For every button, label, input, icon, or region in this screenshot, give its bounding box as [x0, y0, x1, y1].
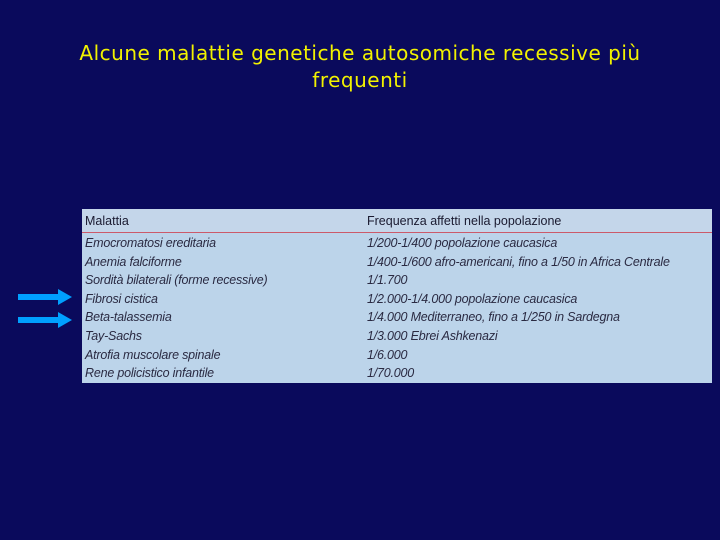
disease-frequency: 1/1.700 — [367, 273, 408, 288]
table-row — [82, 328, 712, 347]
column-header-frequenza: Frequenza affetti nella popolazione — [367, 214, 562, 228]
table-row — [82, 309, 712, 328]
table-row — [82, 365, 712, 383]
table-header — [82, 209, 712, 233]
table-row — [82, 291, 712, 310]
disease-frequency-table — [82, 209, 712, 383]
disease-name: Beta-talassemia — [85, 310, 172, 325]
column-header-malattia: Malattia — [85, 214, 129, 228]
disease-frequency: 1/200-1/400 popolazione caucasica — [367, 236, 558, 250]
disease-frequency: 1/4.000 Mediterraneo, fino a 1/250 in Sardegna — [367, 310, 620, 325]
disease-name: Fibrosi cistica — [85, 291, 158, 306]
disease-name: Rene policistico infantile — [85, 366, 214, 381]
table-body — [82, 235, 712, 383]
arrow-icon — [18, 312, 72, 328]
table-row — [82, 347, 712, 366]
arrow-icon — [18, 289, 72, 305]
disease-frequency: 1/400-1/600 afro-americani, fino a 1/50 in Africa Centrale — [367, 254, 670, 269]
disease-frequency: 1/6.000 — [367, 347, 408, 362]
table-row — [82, 254, 712, 273]
table-row — [82, 235, 712, 254]
disease-frequency: 1/2.000-1/4.000 popolazione caucasica — [367, 291, 578, 306]
disease-name: Atrofia muscolare spinale — [85, 347, 221, 362]
disease-name: Sordità bilaterali (forme recessive) — [85, 273, 268, 288]
disease-name: Emocromatosi ereditaria — [85, 236, 216, 250]
slide-title — [0, 40, 720, 94]
disease-frequency: 1/70.000 — [367, 366, 415, 381]
disease-name: Anemia falciforme — [85, 254, 182, 269]
disease-frequency: 1/3.000 Ebrei Ashkenazi — [367, 328, 498, 343]
slide-title-line-2: frequenti — [312, 68, 408, 92]
table-row — [82, 272, 712, 291]
disease-name: Tay-Sachs — [85, 328, 142, 343]
slide-title-line-1: Alcune malattie genetiche autosomiche recessive più — [79, 41, 641, 65]
